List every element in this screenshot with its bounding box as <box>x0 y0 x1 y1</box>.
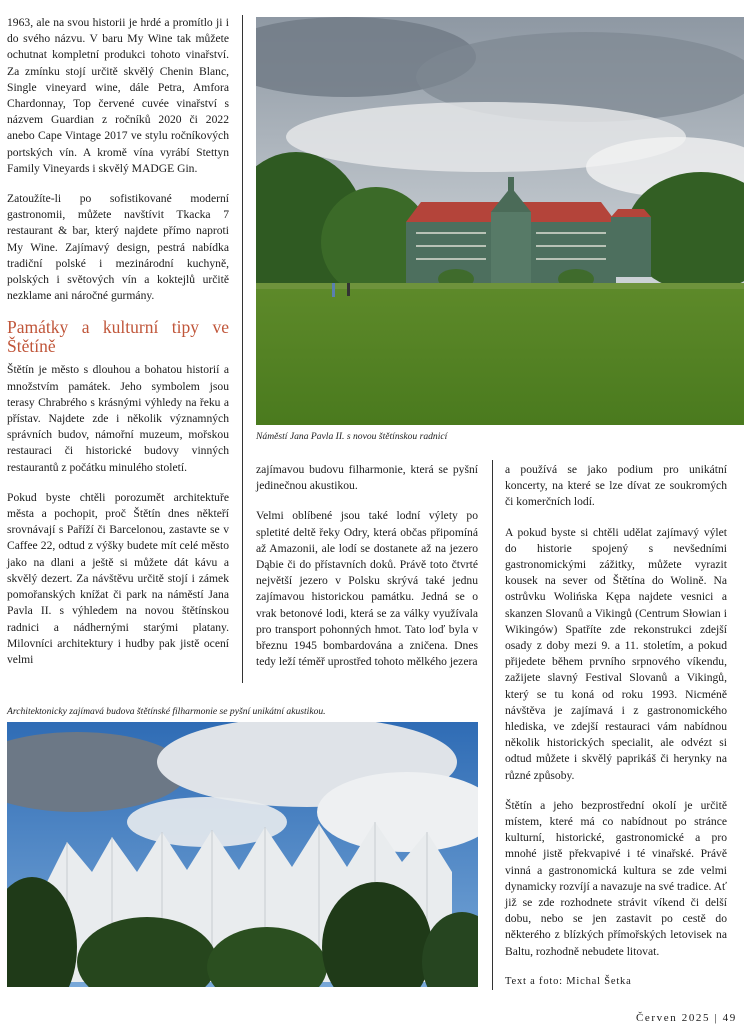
column-3-paragraph-3: Štětín a jeho bezprostřední okolí je určitě místem, které má co nabídnout po stránce kulturní, historické, gastronomické a pro mnohé jistě překvapivé i té vinařské. Právě vinná a gastronomická kultura se zde velmi dynamicky rozvíjí a navazuje na své tradice. Ať již se zde rozhodnete strávit víkend či delší dobu, nebo se jen zastavit po cestě do některého z blízkých přímořských letovisek na Baltu, rozhodně nebudete litovat. <box>505 798 727 958</box>
philharmonic-photo <box>7 722 478 987</box>
column-3 <box>505 462 727 974</box>
column-1-paragraph-3: Štětín je město s dlouhou a bohatou historií a množstvím památek. Jeho symbolem jsou terasy Chrabrého s krásnými výhledy na řeku a přístav. Najdete zde i několik významných správních budov, námořní muzeum, mořskou restauraci či historické budovy vinných restaurantů z počátku minulého století. <box>7 363 229 474</box>
column-2 <box>256 462 478 684</box>
philharmonic-caption: Architektonicky zajímavá budova štětínské filharmonie se pyšní unikátní akustikou. <box>7 706 326 717</box>
city-hall-photo <box>256 17 744 425</box>
text-photo-credit: Text a foto: Michal Šetka <box>505 976 632 987</box>
city-hall-caption: Náměstí Jana Pavla II. s novou štětínskou radnicí <box>256 431 448 442</box>
section-heading: Památky a kulturní tipy ve Štětíně <box>7 317 229 357</box>
column-divider-2 <box>492 460 493 990</box>
page-footer: Červen 2025 | 49 <box>636 1012 737 1024</box>
column-2-paragraph-1: zajímavou budovu filharmonie, která se pyšní jedinečnou akustikou. <box>256 463 478 493</box>
column-1 <box>7 15 229 682</box>
column-divider-1 <box>242 15 243 683</box>
column-3-paragraph-2: A pokud byste si chtěli udělat zajímavý výlet do historie spojený s nevšedními gastronomickými zážitky, můžete vyrazit kousek na sever od Štětína do Wolině. Na ostrůvku Wolińska Kępa najdete vesnici a skanzen Slovanů a Vikingů (Centrum Słowian i Wikingów) Spatříte zde rekonstrukci zdejší osady z doby mezi 9. a 11. stoletím, a pokud přijedete během prvního srpnového víkendu, zažijete slavný Festival Slovanů a Vikingů, který se tu koná od roku 1993. Nicméně návštěva je zajímavá i z gastronomického hlediska, ve zdejší restauraci vám nabídnou několik historických specialit, ale odvézt si odtud můžete i skvělý paprikáš či herynky na různé způsoby. <box>505 525 727 782</box>
column-2-paragraph-2: Velmi oblíbené jsou také lodní výlety po spletité deltě řeky Odry, která občas připomíná až Amazonii, ale lodí se dostanete až na jezero Dąbie či do přístavních doků. Právě toto čtvrté největší jezero v Polsku skrývá také jednu zajímavou historickou památku. Jedná se o vrak betonové lodi, která se za války využívala pro transport pohonných hmot. Tato loď byla v březnu 1945 bombardována a zničena. Dnes tedy leží téměř uprostřed tohoto mělkého jezera <box>256 509 478 669</box>
column-1-paragraph-4: Pokud byste chtěli porozumět architektuře města a pochopit, proč Štětín dnes někteří srovnávají s Paříží či Barcelonou, zastavte se v Caffee 22, odtud z výšky budete mít celé město jako na dlani a ještě si můžete dát kávu a skvělý dezert. Za návštěvu určitě stojí i zámek pomořanských knížat či park na náměstí Jana Pavla II. s výhledem na novou štětínskou radnici a nádhernými starými platany. Milovníci architektury i hudby pak jistě ocení velmi <box>7 490 229 666</box>
column-1-paragraph-2: Zatoužíte-li po sofistikované moderní gastronomii, můžete navštívit Tkacka 7 restaurant & bar, který najdete přímo naproti My Wine. Zajímavý design, pestrá nabídka tradiční polské i mezinárodní kuchyně, polských i světových vín a koktejlů určitě nezklame ani náročné gurmány. <box>7 192 229 303</box>
city-hall-illustration <box>256 17 744 425</box>
column-1-paragraph-1: 1963, ale na svou historii je hrdé a promítlo ji i do svého názvu. V baru My Wine tak můžete ochutnat kompletní produkci tohoto vinařství. Za zmínku stojí určitě skvělý Chenin Blanc, Single vineyard wine, dále Petra, Amfora Chardonnay, Top červené cuvée vinařství s názvem Guardian z ročníků 2020 či 2022 anebo Cape Vintage 2017 ve stylu ročníkových portských vín. A kromě vína vyrábí Stettyn Family Vineyards i skvělý MADGE Gin. <box>7 16 229 175</box>
column-3-paragraph-1: a používá se jako podium pro unikátní koncerty, na které se lze dívat ze soukromých či komerčních lodí. <box>505 463 727 509</box>
philharmonic-illustration <box>7 722 478 987</box>
